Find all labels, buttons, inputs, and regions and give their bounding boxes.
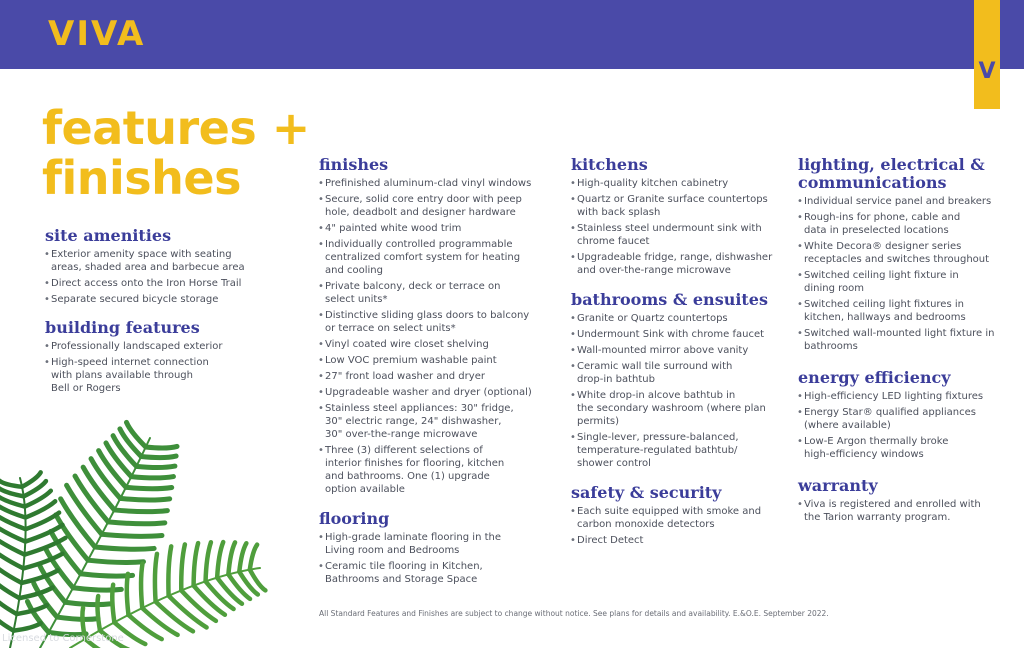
energy-heading: energy efficiency xyxy=(798,368,951,387)
palm-leaf-icon xyxy=(0,418,270,648)
list-item: • Secure, solid core entry door with peep hole, deadbolt and designer hardware xyxy=(319,193,559,219)
brand-tab xyxy=(974,0,1000,109)
list-item: • Three (3) different selections of interior finishes for flooring, kitchen and bathrooms. One (1) upgrade option available xyxy=(319,444,559,496)
list-item: • Stainless steel undermount sink with chrome faucet xyxy=(571,222,791,248)
list-item: • Distinctive sliding glass doors to balcony or terrace on select units* xyxy=(319,309,559,335)
list-item: • Undermount Sink with chrome faucet xyxy=(571,328,791,341)
list-item: • Vinyl coated wire closet shelving xyxy=(319,338,559,351)
flooring-heading: flooring xyxy=(319,509,390,528)
energy-list xyxy=(798,390,1018,461)
license-watermark: Licensed to Cornerstone xyxy=(2,633,124,644)
building-features-heading: building features xyxy=(45,318,200,337)
list-item: • Energy Star® qualified appliances (where available) xyxy=(798,406,1018,432)
site-amenities-heading: site amenities xyxy=(45,226,172,245)
disclaimer-footnote: All Standard Features and Finishes are subject to change without notice. See plans for details and availability. E.&O.E. September 2022. xyxy=(319,609,829,618)
list-item: • Quartz or Granite surface countertops with back splash xyxy=(571,193,791,219)
safety-heading: safety & security xyxy=(571,483,722,502)
finishes-list xyxy=(319,177,559,496)
kitchens-list xyxy=(571,177,791,277)
list-item: • Upgradeable washer and dryer (optional) xyxy=(319,386,559,399)
page-title-line1: features + xyxy=(42,101,310,155)
list-item: • Low VOC premium washable paint xyxy=(319,354,559,367)
flooring-list xyxy=(319,531,559,586)
list-item: • Separate secured bicycle storage xyxy=(45,293,295,306)
bathrooms-heading: bathrooms & ensuites xyxy=(571,290,768,309)
list-item: • Professionally landscaped exterior xyxy=(45,340,295,353)
column-3 xyxy=(571,156,791,560)
list-item: • Wall-mounted mirror above vanity xyxy=(571,344,791,357)
list-item: • Individual service panel and breakers xyxy=(798,195,1018,208)
list-item: • Rough-ins for phone, cable and data in preselected locations xyxy=(798,211,1018,237)
list-item: • Direct Detect xyxy=(571,534,791,547)
list-item: • Upgradeable fridge, range, dishwasher and over-the-range microwave xyxy=(571,251,791,277)
list-item: • Private balcony, deck or terrace on select units* xyxy=(319,280,559,306)
list-item: • White drop-in alcove bathtub in the secondary washroom (where plan permits) xyxy=(571,389,791,428)
list-item: • Prefinished aluminum-clad vinyl windows xyxy=(319,177,559,190)
site-amenities-list xyxy=(45,248,295,306)
safety-list xyxy=(571,505,791,547)
column-2 xyxy=(319,156,559,599)
finishes-heading: finishes xyxy=(319,155,389,174)
list-item: • Switched ceiling light fixture in dining room xyxy=(798,269,1018,295)
brand-tab-letter: V xyxy=(978,59,996,84)
list-item: • 4" painted white wood trim xyxy=(319,222,559,235)
column-4 xyxy=(798,156,1018,537)
kitchens-heading: kitchens xyxy=(571,155,648,174)
list-item: • Viva is registered and enrolled with the Tarion warranty program. xyxy=(798,498,1018,524)
warranty-heading: warranty xyxy=(798,476,878,495)
list-item: • High-quality kitchen cabinetry xyxy=(571,177,791,190)
bathrooms-list xyxy=(571,312,791,470)
list-item: • High-speed internet connection with plans available through Bell or Rogers xyxy=(45,356,295,395)
lighting-list xyxy=(798,195,1018,353)
list-item: • 27" front load washer and dryer xyxy=(319,370,559,383)
list-item: • White Decora® designer series receptacles and switches throughout xyxy=(798,240,1018,266)
list-item: • Exterior amenity space with seating areas, shaded area and barbecue area xyxy=(45,248,295,274)
list-item: • Granite or Quartz countertops xyxy=(571,312,791,325)
list-item: • High-grade laminate flooring in the Living room and Bedrooms xyxy=(319,531,559,557)
list-item: • Low-E Argon thermally broke high-efficiency windows xyxy=(798,435,1018,461)
lighting-heading xyxy=(798,156,1018,192)
list-item: • Ceramic wall tile surround with drop-in bathtub xyxy=(571,360,791,386)
list-item: • Stainless steel appliances: 30" fridge, 30" electric range, 24" dishwasher, 30" over-the-range microwave xyxy=(319,402,559,441)
column-1 xyxy=(45,227,295,408)
list-item: • Switched wall-mounted light fixture in bathrooms xyxy=(798,327,1018,353)
list-item: • Ceramic tile flooring in Kitchen, Bathrooms and Storage Space xyxy=(319,560,559,586)
list-item: • Single-lever, pressure-balanced, temperature-regulated bathtub/ shower control xyxy=(571,431,791,470)
viva-logo: VIVA xyxy=(48,14,146,54)
header-bar xyxy=(0,0,1024,69)
lighting-heading-line2: communications xyxy=(798,173,947,192)
page-title xyxy=(42,103,310,203)
page-title-line2: finishes xyxy=(42,151,242,205)
lighting-heading-line1: lighting, electrical & xyxy=(798,155,985,174)
building-features-list xyxy=(45,340,295,395)
list-item: • Each suite equipped with smoke and carbon monoxide detectors xyxy=(571,505,791,531)
list-item: • Direct access onto the Iron Horse Trail xyxy=(45,277,295,290)
list-item: • Individually controlled programmable centralized comfort system for heating and cooling xyxy=(319,238,559,277)
list-item: • High-efficiency LED lighting fixtures xyxy=(798,390,1018,403)
list-item: • Switched ceiling light fixtures in kitchen, hallways and bedrooms xyxy=(798,298,1018,324)
warranty-list xyxy=(798,498,1018,524)
